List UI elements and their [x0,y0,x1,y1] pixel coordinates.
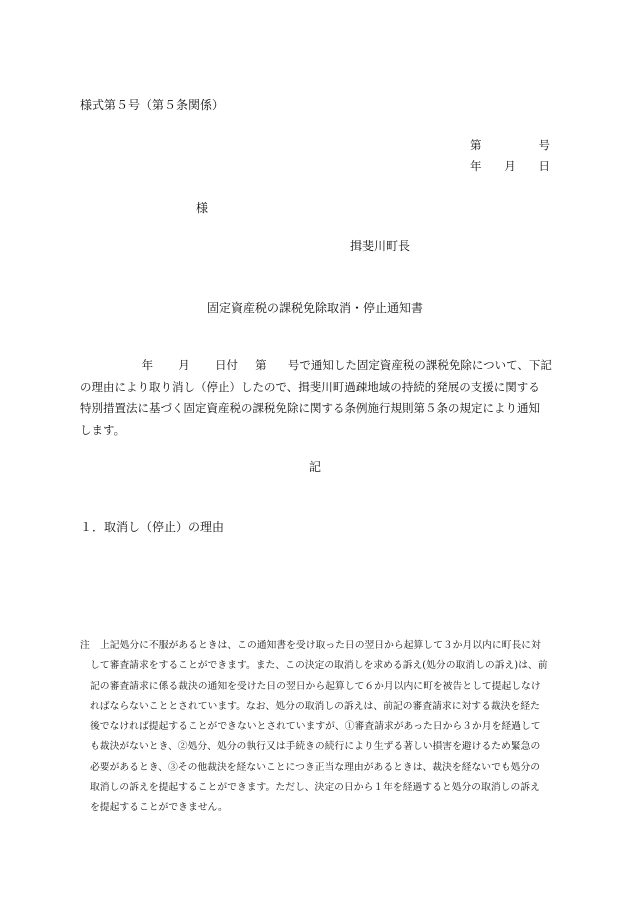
document-date-day: 日 [538,159,550,173]
body-line-3: 特別措置法に基づく固定資産税の課税免除に関する条例施行規則第５条の規定により通知 [80,401,540,415]
note-line-1-text: 上記処分に不服があるときは、この通知書を受け取った日の翌日から起算して３か月以内に町長に対 [100,640,541,651]
note-label: 注 [80,640,90,651]
body-line-1-year: 年 [141,358,154,372]
note-line-2: して審査請求をすることができます。また、この決定の取消しを求める訴え(処分の取消しの訴え)は、前 [90,660,548,672]
note-line-9: を提起することができません。 [90,802,228,814]
form-number: 様式第５号（第５条関係） [80,98,225,112]
note-line-6: も裁決がないとき、②処分、処分の執行又は手続きの続行により生ずる著しい損害を避けるため緊急の [90,741,541,753]
document-number-dai: 第 [470,138,482,152]
note-line-4: ればならないこととされています。なお、処分の取消しの訴えは、前記の審査請求に対する裁決を経た [90,700,540,712]
body-line-1 [80,355,552,377]
body-line-2: の理由により取り消し（停止）したので、揖斐川町過疎地域の持続的発展の支援に関する [80,379,540,394]
addressee: 様 [196,201,209,215]
body-line-1-dai: 第 [255,358,267,372]
note-line-1 [80,636,552,656]
document-number-go: 号 [538,138,550,152]
document-date-month: 月 [504,159,516,173]
body-line-1-day: 日付 [214,358,238,372]
note-line-5: 後でなければ提起することができないとされていますが、①審査請求があった日から３か月を経過して [90,721,541,733]
document-date-year: 年 [470,159,482,173]
body-line-1-month: 月 [178,358,190,372]
document-title: 固定資産税の課税免除取消・停止通知書 [206,301,423,315]
document-number [470,137,550,153]
body-text [80,355,552,441]
document-date [470,158,550,174]
body-line-1-rest: 号で通知した固定資産税の課税免除について、下記 [287,358,552,372]
note-line-8: 取消しの訴えを提起することができます。ただし、決定の日から１年を経過すると処分の取消しの訴え [90,782,540,794]
note-label-wrap [80,636,541,656]
sender: 揖斐川町長 [350,239,411,253]
note-line-7: 必要があるとき、③その他裁決を経ないことにつき正当な理由があるときは、裁決を経ないでも処分の [90,761,541,773]
note-block [80,636,552,819]
item-1-heading: １．取消し（停止）の理由 [80,520,225,534]
body-line-4: します。 [80,422,126,437]
ki-heading: 記 [308,460,321,474]
note-line-3: 記の審査請求に係る裁決の通知を受けた日の翌日から起算して６か月以内に町を被告として提起しなけ [90,680,541,692]
